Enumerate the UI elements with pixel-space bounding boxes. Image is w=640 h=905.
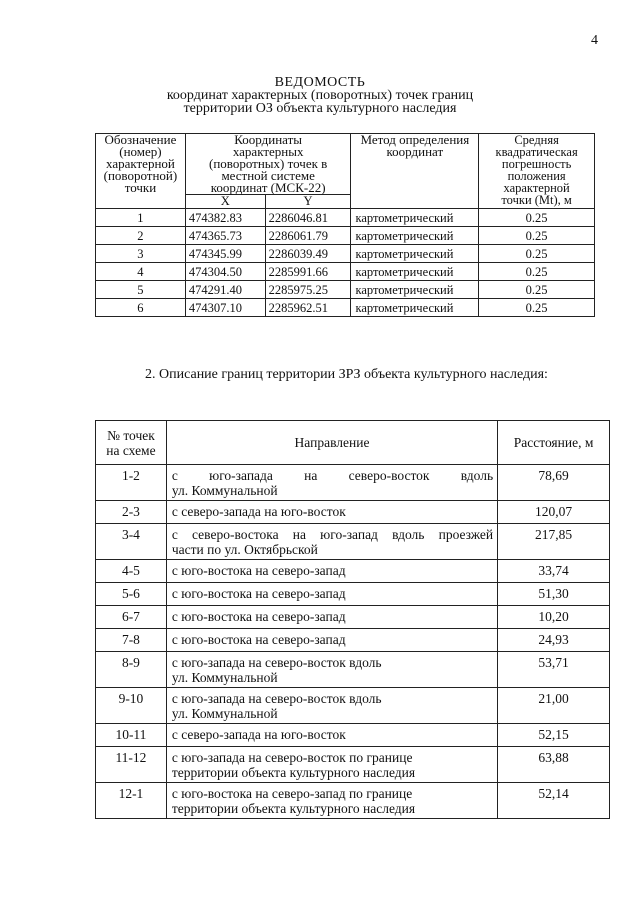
coordinates-row — [96, 299, 595, 317]
boundary-description-table — [95, 420, 610, 819]
coordinates-table — [95, 133, 595, 317]
segment-direction — [166, 747, 497, 783]
segment-direction — [166, 652, 497, 688]
title-subtitle-line-1: координат характерных (поворотных) точек границ — [166, 88, 474, 103]
segment-points: 4-5 — [96, 560, 167, 583]
segment-direction — [166, 583, 497, 606]
direction-line: с северо-востока на юго-запад вдоль проезжей — [171, 527, 494, 542]
coord-y: 2285975.25 — [265, 281, 351, 299]
boundary-row — [96, 783, 610, 819]
segment-direction — [166, 629, 497, 652]
segment-direction — [166, 724, 497, 747]
segment-distance: 78,69 — [498, 465, 610, 501]
header-error-line: положения — [507, 169, 566, 183]
header-x: X — [185, 195, 265, 209]
point-number: 3 — [96, 245, 186, 263]
section-heading: 2. Описание границ территории ЗРЗ объекта культурного наследия: — [145, 367, 548, 382]
header-coordinates-line: характерных — [232, 144, 304, 159]
boundary-row — [96, 583, 610, 606]
header-designation-line: Обозначение — [104, 132, 177, 147]
header-designation-line: (поворотной) — [103, 168, 178, 183]
coord-error: 0.25 — [479, 281, 595, 299]
segment-direction — [166, 501, 497, 524]
header-points-line: на схеме — [106, 442, 156, 458]
boundary-row — [96, 560, 610, 583]
segment-direction — [166, 688, 497, 724]
coord-x: 474345.99 — [185, 245, 265, 263]
header-error-line: Средняя — [514, 133, 559, 147]
coord-error: 0.25 — [479, 245, 595, 263]
coord-x: 474291.40 — [185, 281, 265, 299]
segment-direction — [166, 560, 497, 583]
direction-line: с юго-востока на северо-запад — [171, 632, 346, 647]
segment-distance: 21,00 — [498, 688, 610, 724]
segment-distance: 52,15 — [498, 724, 610, 747]
segment-distance: 51,30 — [498, 583, 610, 606]
coord-method: картометрический — [351, 281, 479, 299]
segment-points: 9-10 — [96, 688, 167, 724]
header-method-line: координат — [386, 144, 444, 159]
segment-distance: 24,93 — [498, 629, 610, 652]
segment-points: 12-1 — [96, 783, 167, 819]
coordinates-row — [96, 281, 595, 299]
segment-distance: 217,85 — [498, 524, 610, 560]
segment-points: 10-11 — [96, 724, 167, 747]
boundary-row — [96, 524, 610, 560]
segment-distance: 53,71 — [498, 652, 610, 688]
coord-method: картометрический — [351, 245, 479, 263]
coord-method: картометрический — [351, 263, 479, 281]
page-number: 4 — [591, 33, 598, 48]
segment-points: 11-12 — [96, 747, 167, 783]
coord-error: 0.25 — [479, 209, 595, 227]
boundary-row — [96, 606, 610, 629]
point-number: 6 — [96, 299, 186, 317]
boundary-row — [96, 652, 610, 688]
header-direction: Направление — [166, 421, 497, 465]
coordinates-row — [96, 209, 595, 227]
direction-line: территории объекта культурного наследия — [171, 765, 416, 780]
coord-method: картометрический — [351, 227, 479, 245]
boundary-row — [96, 629, 610, 652]
header-error-line: точки (Mt), м — [501, 193, 572, 207]
segment-direction — [166, 606, 497, 629]
boundary-row — [96, 688, 610, 724]
coord-y: 2286046.81 — [265, 209, 351, 227]
segment-points: 3-4 — [96, 524, 167, 560]
direction-line: с юго-востока на северо-запад — [171, 586, 346, 601]
direction-line: с юго-запада на северо-восток вдоль — [171, 468, 494, 483]
segment-distance: 10,20 — [498, 606, 610, 629]
header-coordinates-line: координат (МСК-22) — [210, 180, 326, 195]
segment-points: 5-6 — [96, 583, 167, 606]
coord-method: картометрический — [351, 299, 479, 317]
boundary-row — [96, 501, 610, 524]
segment-direction — [166, 524, 497, 560]
segment-distance: 63,88 — [498, 747, 610, 783]
segment-points: 7-8 — [96, 629, 167, 652]
header-distance: Расстояние, м — [498, 421, 610, 465]
coord-x: 474382.83 — [185, 209, 265, 227]
document-title — [0, 76, 640, 115]
header-points — [96, 421, 167, 465]
header-method — [351, 134, 479, 209]
boundary-row — [96, 465, 610, 501]
coord-error: 0.25 — [479, 263, 595, 281]
title-heading: ВЕДОМОСТЬ — [274, 75, 366, 90]
direction-line: с юго-востока на северо-запад по границе — [171, 786, 413, 801]
coordinates-row — [96, 263, 595, 281]
header-y: Y — [265, 195, 351, 209]
header-coordinates-line: Координаты — [234, 132, 303, 147]
direction-line: ул. Коммунальной — [171, 706, 278, 721]
segment-distance: 33,74 — [498, 560, 610, 583]
direction-line: с юго-востока на северо-запад — [171, 609, 346, 624]
coord-y: 2286039.49 — [265, 245, 351, 263]
coordinates-row — [96, 245, 595, 263]
direction-line: с северо-запада на юго-восток — [171, 504, 346, 519]
header-coordinates-line: (поворотных) точек в — [209, 156, 328, 171]
coord-y: 2286061.79 — [265, 227, 351, 245]
header-designation-line: (номер) — [119, 144, 162, 159]
segment-points: 6-7 — [96, 606, 167, 629]
header-designation-line: точки — [124, 180, 157, 195]
point-number: 5 — [96, 281, 186, 299]
coord-x: 474307.10 — [185, 299, 265, 317]
coord-y: 2285962.51 — [265, 299, 351, 317]
direction-line: части по ул. Октябрьской — [171, 542, 318, 557]
coord-method: картометрический — [351, 209, 479, 227]
header-designation-line: характерной — [105, 156, 175, 171]
point-number: 4 — [96, 263, 186, 281]
header-error-line: характерной — [503, 181, 570, 195]
coord-x: 474304.50 — [185, 263, 265, 281]
direction-line: с юго-востока на северо-запад — [171, 563, 346, 578]
coord-error: 0.25 — [479, 299, 595, 317]
header-method-line: Метод определения — [360, 132, 470, 147]
header-points-line: № точек — [107, 427, 155, 443]
segment-distance: 120,07 — [498, 501, 610, 524]
direction-line: территории объекта культурного наследия — [171, 801, 416, 816]
direction-line: с юго-запада на северо-восток вдоль — [171, 655, 382, 670]
boundary-row — [96, 724, 610, 747]
direction-line: ул. Коммунальной — [171, 670, 278, 685]
coord-x: 474365.73 — [185, 227, 265, 245]
segment-points: 8-9 — [96, 652, 167, 688]
segment-points: 2-3 — [96, 501, 167, 524]
boundary-row — [96, 747, 610, 783]
direction-line: с юго-запада на северо-восток по границе — [171, 750, 413, 765]
direction-line: с северо-запада на юго-восток — [171, 727, 346, 742]
segment-direction — [166, 783, 497, 819]
header-coordinates-line: местной системе — [221, 168, 315, 183]
segment-direction — [166, 465, 497, 501]
coord-y: 2285991.66 — [265, 263, 351, 281]
segment-distance: 52,14 — [498, 783, 610, 819]
point-number: 1 — [96, 209, 186, 227]
header-designation — [96, 134, 186, 209]
segment-points: 1-2 — [96, 465, 167, 501]
coordinates-row — [96, 227, 595, 245]
header-error-line: погрешность — [501, 157, 572, 171]
direction-line: ул. Коммунальной — [171, 483, 278, 498]
direction-line: с юго-запада на северо-восток вдоль — [171, 691, 382, 706]
title-subtitle-line-2: территории ОЗ объекта культурного наследия — [183, 101, 457, 116]
header-error — [479, 134, 595, 209]
point-number: 2 — [96, 227, 186, 245]
header-coordinates — [185, 134, 351, 195]
coord-error: 0.25 — [479, 227, 595, 245]
header-error-line: квадратическая — [495, 145, 578, 159]
